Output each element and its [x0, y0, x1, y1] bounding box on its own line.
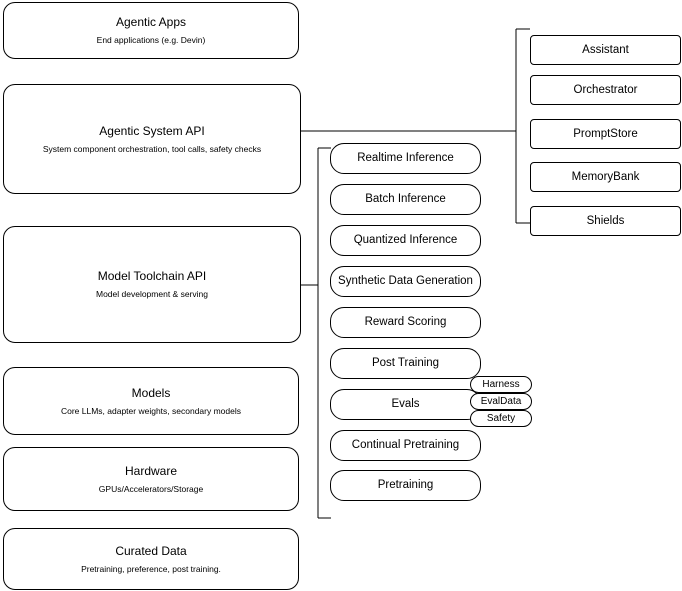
- node-title: Pretraining: [377, 479, 434, 491]
- node-subtitle: Pretraining, preference, post training.: [81, 563, 221, 574]
- stack-node-agentic-apps[interactable]: [3, 2, 299, 59]
- stack-node-agentic-system-api[interactable]: [3, 84, 301, 194]
- node-subtitle: System component orchestration, tool calls, safety checks: [42, 143, 262, 154]
- node-title: Models: [131, 385, 171, 400]
- toolchain-node-batch-inference[interactable]: [330, 184, 481, 215]
- toolchain-node-continual-pretraining[interactable]: [330, 430, 481, 461]
- node-subtitle: Core LLMs, adapter weights, secondary models: [60, 405, 241, 416]
- agentic-node-memorybank[interactable]: [530, 162, 681, 192]
- agentic-node-shields[interactable]: [530, 206, 681, 236]
- node-title: Batch Inference: [365, 193, 446, 205]
- toolchain-node-post-training[interactable]: [330, 348, 481, 379]
- eval-pill-evaldata[interactable]: [470, 393, 532, 410]
- pill-label: EvalData: [480, 396, 522, 407]
- node-subtitle: End applications (e.g. Devin): [96, 35, 206, 45]
- agentic-node-orchestrator[interactable]: [530, 75, 681, 105]
- agentic-node-promptstore[interactable]: [530, 119, 681, 149]
- node-title: Orchestrator: [573, 83, 638, 96]
- node-title: Reward Scoring: [364, 316, 447, 328]
- toolchain-node-evals[interactable]: [330, 389, 481, 420]
- node-title: Continual Pretraining: [351, 439, 460, 451]
- node-title: Model Toolchain API: [97, 269, 207, 283]
- stack-node-hardware[interactable]: [3, 447, 299, 511]
- node-title: PromptStore: [573, 127, 638, 140]
- node-title: Hardware: [124, 463, 178, 478]
- pill-label: Harness: [482, 379, 520, 390]
- node-title: Agentic Apps: [115, 15, 187, 29]
- eval-pill-harness[interactable]: [470, 376, 532, 393]
- toolchain-node-quantized-inference[interactable]: [330, 225, 481, 256]
- node-title: Evals: [391, 398, 420, 410]
- node-title: Post Training: [371, 357, 440, 369]
- node-title: Synthetic Data Generation: [338, 275, 473, 287]
- node-title: Quantized Inference: [353, 234, 458, 246]
- node-title: Realtime Inference: [357, 152, 454, 164]
- node-subtitle: GPUs/Accelerators/Storage: [98, 483, 204, 494]
- toolchain-node-synthetic-data-generation[interactable]: [330, 266, 481, 297]
- stack-node-models[interactable]: [3, 367, 299, 435]
- toolchain-node-pretraining[interactable]: [330, 470, 481, 501]
- eval-pill-safety[interactable]: [470, 410, 532, 427]
- node-title: Shields: [586, 214, 625, 227]
- agentic-node-assistant[interactable]: [530, 35, 681, 65]
- node-title: MemoryBank: [571, 170, 640, 183]
- node-subtitle: Model development & serving: [96, 289, 208, 299]
- stack-node-model-toolchain-api[interactable]: [3, 226, 301, 343]
- node-title: Curated Data: [115, 543, 187, 558]
- toolchain-node-realtime-inference[interactable]: [330, 143, 481, 174]
- stack-node-curated-data[interactable]: [3, 528, 299, 590]
- node-title: Agentic System API: [99, 123, 205, 138]
- toolchain-node-reward-scoring[interactable]: [330, 307, 481, 338]
- node-title: Assistant: [582, 43, 629, 56]
- pill-label: Safety: [486, 413, 516, 424]
